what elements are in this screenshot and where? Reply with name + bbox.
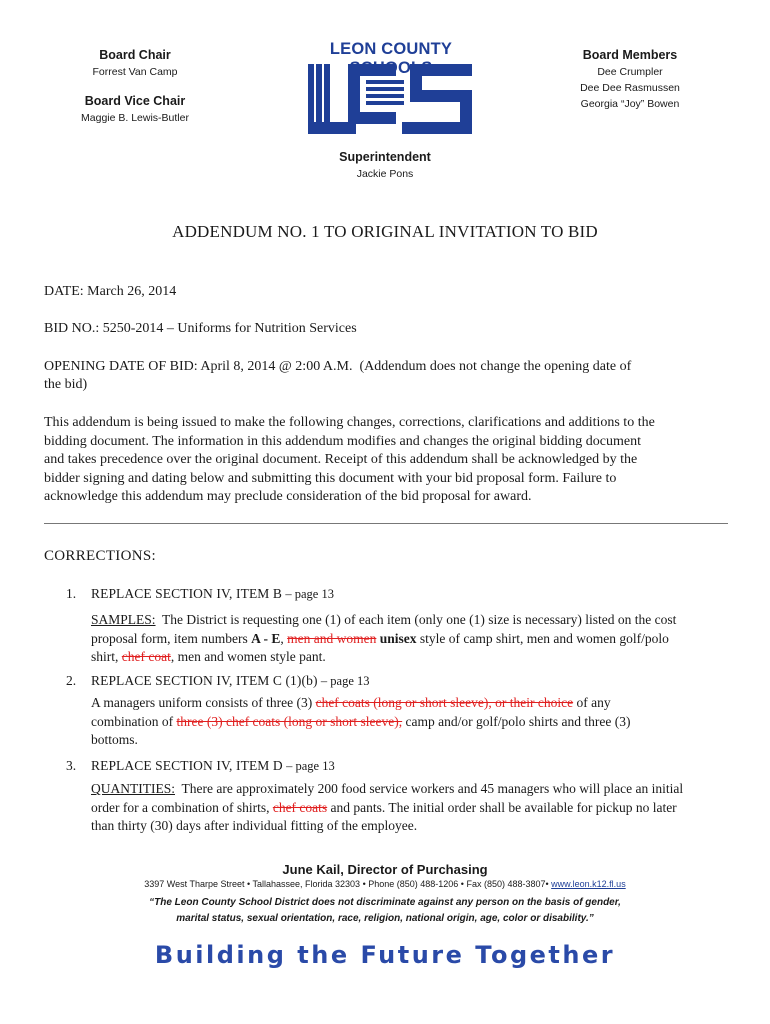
intro-paragraph [44, 414, 728, 507]
bid-value: 5250-2014 – Uniforms for Nutrition Services [102, 321, 357, 336]
correction-item-body [91, 780, 731, 836]
item-text-bold: unisex [379, 630, 417, 646]
board-member-name: Georgia “Joy” Bowen [580, 98, 680, 110]
superintendent-title: Superintendent [339, 150, 431, 164]
board-vice-chair-title: Board Vice Chair [84, 94, 186, 108]
item-text: bottoms. [91, 732, 138, 747]
leon-county-schools-logo [306, 40, 476, 142]
board-chair-title: Board Chair [99, 48, 171, 62]
correction-item-heading [66, 757, 335, 775]
lcs-monogram-icon [306, 40, 476, 142]
intro-line: bidding document. The information in this addendum modifies and changes the original bidding document [44, 433, 641, 449]
opening-value: April 8, 2014 @ 2:00 A.M. [200, 359, 353, 374]
intro-line: and takes precedence over the original document. Receipt of this addendum shall be acknowledged by the [44, 452, 638, 467]
contact-line [0, 879, 770, 889]
date-label: DATE: [44, 284, 84, 299]
item-heading: REPLACE SECTION IV, ITEM D [91, 758, 283, 773]
item-text: order for a combination of shirts, [91, 799, 273, 815]
board-chair-name: Forrest Van Camp [92, 66, 178, 78]
item-number: 1. [66, 586, 77, 601]
item-text-bold: A - E [251, 630, 281, 646]
purchasing-director: June Kail, Director of Purchasing [282, 862, 488, 877]
superintendent-name: Jackie Pons [356, 168, 414, 180]
item-text: proposal form, item numbers [91, 630, 252, 646]
struck-text: chef coats [272, 799, 328, 815]
item-text: A managers uniform consists of three (3) [91, 695, 316, 710]
correction-item-heading [66, 672, 370, 690]
item-text: , men and women style pant. [170, 649, 326, 664]
superintendent-block [0, 148, 770, 182]
item-text: shirt, [91, 649, 122, 664]
samples-label: SAMPLES: [91, 612, 156, 627]
opening-date-line [44, 358, 728, 376]
item-text: combination of [91, 713, 177, 729]
board-vice-chair-name: Maggie B. Lewis-Butler [81, 112, 189, 124]
struck-text: three (3) chef coats (long or short sleeve), [176, 713, 403, 729]
board-member-name: Dee Dee Rasmussen [580, 82, 680, 94]
struck-text: men and women [287, 630, 377, 646]
quantities-label: QUANTITIES: [91, 781, 175, 796]
item-page: – page 13 [285, 587, 334, 601]
address-text: 3397 West Tharpe Street • Tallahassee, Florida 32303 • Phone (850) 488-1206 • Fax (850) 488-3807• [144, 879, 549, 889]
opening-label: OPENING DATE OF BID: [44, 359, 198, 374]
board-member-name: Dee Crumpler [597, 66, 663, 78]
struck-text: chef coat [121, 649, 171, 664]
item-text: There are approximately 200 food service workers and 45 managers who will place an initial [181, 781, 684, 796]
struck-text: chef coats (long or short sleeve), or their choice [315, 695, 574, 710]
item-text: The District is requesting one (1) of each item (only one (1) size is necessary) listed on the cost [162, 612, 677, 627]
opening-note-continued: the bid) [44, 377, 88, 392]
section-divider [44, 523, 728, 524]
website-link[interactable]: www.leon.k12.fl.us [551, 879, 626, 889]
board-members-title: Board Members [582, 48, 678, 62]
corrections-heading: CORRECTIONS: [44, 548, 156, 564]
bid-label: BID NO.: [44, 321, 100, 336]
intro-line: This addendum is being issued to make the following changes, corrections, clarifications and additions to the [44, 415, 655, 430]
date-value: March 26, 2014 [87, 284, 177, 299]
item-heading: REPLACE SECTION IV, ITEM B [91, 586, 282, 601]
nondiscrimination-line: “The Leon County School District does not discriminate against any person on the basis of gender, [149, 897, 621, 908]
intro-line: acknowledge this addendum may preclude consideration of the bid proposal for award. [44, 489, 532, 504]
board-chair-block [60, 46, 210, 126]
item-text: of any [573, 695, 611, 710]
item-page: – page 13 [320, 674, 370, 688]
item-number: 2. [66, 673, 77, 688]
item-number: 3. [66, 758, 77, 773]
date-line [44, 283, 176, 301]
nondiscrimination-line: marital status, sexual orientation, race, religion, national origin, age, color or disability.” [176, 913, 594, 924]
logo-wordmark: LEON COUNTY [329, 40, 453, 58]
item-page: – page 13 [286, 759, 335, 773]
tagline: Building the Future Together [154, 941, 616, 969]
correction-item-heading [66, 585, 334, 603]
item-text: style of camp shirt, men and women golf/polo [416, 630, 669, 646]
item-text: camp and/or golf/polo shirts and three (3) [402, 713, 631, 729]
board-members-block [555, 46, 705, 112]
item-text: , [280, 630, 288, 646]
intro-line: bidder signing and dating below and submitting this document with your bid proposal form. Failure to [44, 470, 617, 486]
correction-item-body [91, 694, 731, 750]
opening-note: (Addendum does not change the opening date of [359, 359, 632, 374]
nondiscrimination-statement [0, 895, 770, 927]
item-text: than thirty (30) days after individual fitting of the employee. [91, 818, 418, 833]
bid-number-line [44, 320, 357, 338]
document-title: ADDENDUM NO. 1 TO ORIGINAL INVITATION TO BID [172, 222, 598, 241]
item-text: and pants. The initial order shall be available for pickup no later [327, 799, 677, 815]
item-heading: REPLACE SECTION IV, ITEM C (1)(b) [91, 673, 318, 688]
correction-item-body [91, 611, 731, 667]
